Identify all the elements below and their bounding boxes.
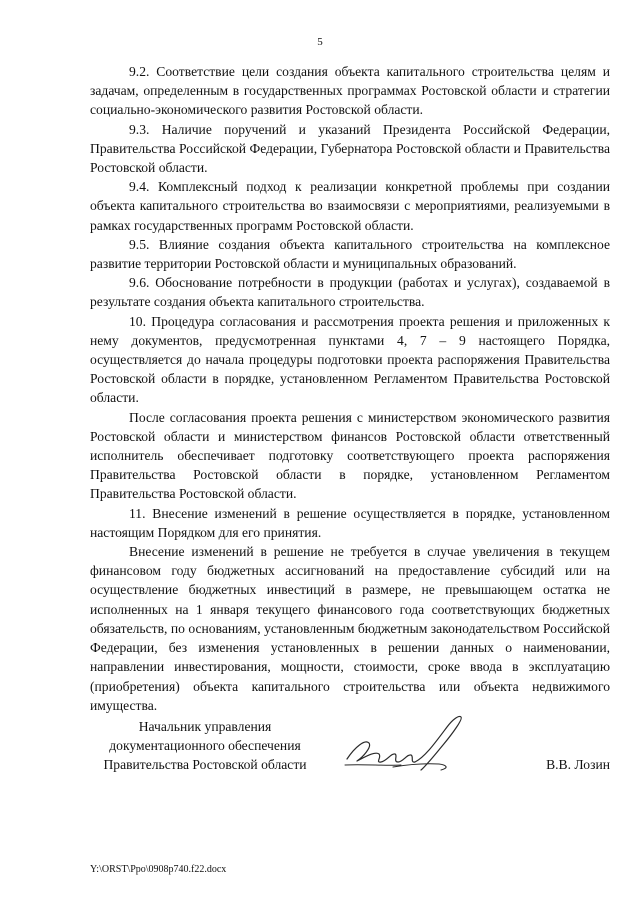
signer-title-line-3: Правительства Ростовской области <box>103 757 307 773</box>
page-number: 5 <box>317 36 323 48</box>
paragraph-10-continued: После согласования проекта решения с министерством экономического развития Ростовской области и министерством финансов Ростовской области ответственный исполнитель обеспечивает подготовку соответствующего проекта распоряжения Правительства Ростовской области в порядке, установленном Регламентом Правительства Ростовской области. <box>90 409 610 502</box>
signature-block <box>90 717 610 797</box>
handwritten-signature <box>335 707 485 782</box>
paragraph-9-5: 9.5. Влияние создания объекта капитального строительства на комплексное развитие территории Ростовской области и муниципальных образований. <box>90 236 610 272</box>
signature-stroke-main <box>347 716 461 770</box>
paragraph-9-4: 9.4. Комплексный подход к реализации конкретной проблемы при создании объекта капитального строительства во взаимосвязи с мероприятиями, реализуемыми в рамках государственных программ Ростовской области. <box>90 179 610 233</box>
document-body <box>90 62 610 715</box>
signer-title-line-1: Начальник управления <box>138 719 272 734</box>
paragraph-9-2: 9.2. Соответствие цели создания объекта капитального строительства целям и задачам, определенным в государственных программах Ростовской области и стратегии социально-экономического развития Ростовской области. <box>90 64 610 118</box>
signer-title-line-2: документационного обеспечения <box>109 738 301 754</box>
file-path-footer: Y:\ORST\Ppo\0908p740.f22.docx <box>90 864 227 875</box>
paragraph-11-continued: Внесение изменений в решение не требуется в случае увеличения в текущем финансовом году бюджетных ассигнований на предоставление субсидий или на осуществление бюджетных инвестиций в размере, не превышающем остатка не исполненных на 1 января текущего финансового года соответствующих бюджетных обязательств, по основаниям, установленным бюджетным законодательством Российской Федерации, без изменения установленных в решении данных о наименовании, направлении инвестирования, мощности, стоимости, сроке ввода в эксплуатацию (приобретения) объекта капитального строительства или объекта недвижимого имущества. <box>90 544 610 713</box>
signature-stroke-underline <box>345 765 401 766</box>
paragraph-11: 11. Внесение изменений в решение осуществляется в порядке, установленном настоящим Порядком для его принятия. <box>90 505 610 540</box>
signer-title <box>90 717 320 775</box>
signer-name: В.В. Лозин <box>546 757 610 772</box>
paragraph-9-6: 9.6. Обоснование потребности в продукции (работах и услугах), создаваемой в результате создания объекта капитального строительства. <box>90 275 610 310</box>
paragraph-10: 10. Процедура согласования и рассмотрения проекта решения и приложенных к нему документов, предусмотренная пунктами 4, 7 – 9 настоящего Порядка, осуществляется до начала процедуры подготовки проекта распоряжения Правительства Ростовской области в порядке, установленном Регламентом Правительства Ростовской области. <box>90 313 610 406</box>
paragraph-9-3: 9.3. Наличие поручений и указаний Президента Российской Федерации, Правительства Российской Федерации, Губернатора Ростовской области и Правительства Ростовской области. <box>90 121 610 176</box>
